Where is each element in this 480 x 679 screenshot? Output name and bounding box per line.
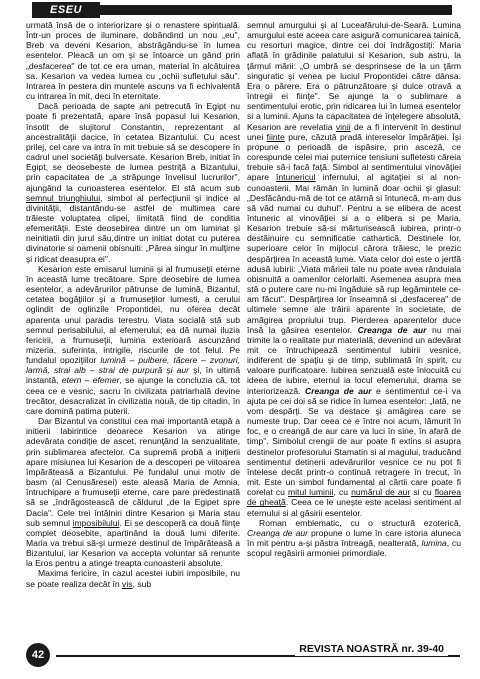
underlined-phrase: întunericul <box>275 172 316 183</box>
magazine-title: REVISTA NOASTRĂ nr. 39-40 <box>295 642 448 656</box>
section-label: ESEU <box>32 2 100 18</box>
right-column <box>247 20 461 638</box>
paragraph: Kesarion este emisarul luminii şi al frumuseţii eterne în această lume trecătoare. Spre deosebire de lumea esentelor, a adevărurilor pătrunse de lumină, Bizantul, cetatea bogăţiilor şi a frumuseţilor lumesti, a cerului oglindit de oglinzile Propontidei, nu oferea decât aparenta unui paradis terestru. Viata socială stă sub semnul perisabilului, al efemerului; ea dă numai iluzia fericirii, a frumuseţii, lumina exterioară ascunzând mizeria, suferinta, intrigile, riscurile de tot felul. Pe fundalul opoziţiilor lumină – pulbere, tăcere – zvonuri, larmă, strai alb – strai de purpură şi aur şi, în ultimă instantă, etern – efemer, se ajunge la concluzia că, tot ceea ce e vesnic, sacru în civilizata patriarhală devine trecător, desacralizat în civilizatia nouă, de tip citadin, în care domină patima puterii. <box>26 263 240 416</box>
paragraph: Maxima fericire, în cazul acestei iubiri imposibile, nu se poate realiza decât în vis, sub <box>26 568 240 589</box>
page-number: 42 <box>26 643 50 667</box>
left-column <box>26 20 240 638</box>
underlined-phrase: vis <box>122 578 133 589</box>
book-title: Creanga de aur <box>247 527 308 538</box>
italic-phrase: etern – efemer <box>61 375 120 386</box>
italic-phrase: lumina <box>421 537 447 548</box>
underlined-phrase: imposibilului <box>72 517 120 528</box>
underlined-phrase: semnul triunghiului <box>26 192 101 203</box>
paragraph: urmată însă de o interiorizare şi o renastere spirituală. Într-un proces de iluminare, dobândind un nou „eu", Breb va deveni Kesarion, abstrăgându-se în lumea esentelor. Pleacă un om şi se întoarce un gând prin „desfacerea" de tot ce era uman, material în alcătuirea sa. Kesarion va vedea lumea cu „ochii sufletului său". Intrarea în pestera din muntele ascuns va fi echivalentă cu intrarea în mit, deci în eternitate. <box>26 20 240 102</box>
underlined-phrase: fiinte <box>266 131 285 142</box>
italic-phrase: lumină – pulbere, tăcere – zvonuri, larmă, strai alb – strai de purpură şi aur <box>26 355 240 376</box>
book-title: Creanga de aur <box>304 385 372 396</box>
underlined-phrase: vinii <box>335 121 351 132</box>
book-title: Creanga de aur <box>357 324 427 335</box>
paragraph: Dacă perioada de sapte ani petrecută în Egipt nu poate fi prezentată, apare însă popasul lui Kesarion, însotit de slujitorul Constantin, reprezentant al ancestralităţii dacice, în cetatea Bizantului. Cu acest prilej, cel care va intra în mit trebuie să se descopere în cadrul unei societăţi bulversate. Kesarion Breb, initiat în Egipt, se deosebeste de lumea pestriţă a Bizantului, prin capacitatea de „a străpunge învelisul lucrurilor", ajungând la cunoasterea esentelor. El stă acum sub semnul triunghiului, simbol al perfecţiunii şi indice al divinităţii, distantându-se astfel de multimea care trăieste voluptatea clipei, limitată fiind de conditia efemerităţii. Este deosebirea dintre un om luminat şi neinitiatii din jurul său,dintre un initiat dotat cu puterea divinatorie si oamenii obisnuiti: „Părea singur în mulţime şi ridicat deasupra ei". <box>26 101 240 264</box>
underlined-phrase: floarea de gheaţă <box>247 487 461 508</box>
paragraph: semnul amurgului şi al Luceafărului-de-Seară. Lumina amurgului este aceea care asigură comunicarea tainică, cu resorturi magice, dintre cei doi îndrăgostiţi: Maria aflată în grădinile palatului si Kesarion, sub astru, la ţărmul mării: „O umbră se desprinsese de la un ţărm singuratic şi venea pe luciul Propontidei către dânsa. Era o părere. Era o pătrunzătoare şi dulce otravă a întregii ei fiinţe". Se ajunge la o sublimare a sentimentului erotic, prin ridicarea lui în lumea esentelor si a luminii. Ajuns la capacitatea de înţelegere absolută, Kesarion are revelatia vinii de a fi intervenit în destinul unei fiinte pure, căzută pradă intereselor împărăţiei. Îşi propune o perioadă de ispăsire, prin asceză, ce corespunde celei mai puternice tensiuni sufletesti căreia trebuie să-i facă faţă. Simbol al sentimentului vinovăţiei apare întunericul infernului, al agitaţiei si al non-cunoasterii. Mai rămân în lumină doar ochii şi glasul: „Desfăcându-mă de tot ce atârnă si întunecă, m-am dus să văd numai cu duhul". Pentru a se elibera de acest întuneric al vinovăţiei si a o elibera si pe Maria, Kesarion trebuie să-si mărturisească iubirea, printr-o destăinuire cu semnificatie cathartică. Destinele lor, superioare celor în mijlocul cărora trăiesc, le prezic despărţirea în această lume. Viata celor doi este o jertfă adusă iubirii: „Viata mărieii tale nu poate avea rânduiala obisnuită a oamenilor celorlalti. Asemenea asupra mea stă o putere care nu-mi îngăduie să rup legămintele ce-am făcut". Despărţirea lor înseamnă si „desfacerea" de ultimele semne ale trăirii aparente în societate, de amăgirea propriului trup. Pierderea aparentelor duce însă la găsirea esentelor. Creanga de aur nu mai trimite la o realitate pur materială, devenind un adevărat mit ce întruchipează sentimentul iubirii vesnice, indiferent de spaţiu şi de timp, sublimată în spirit, cu valoare purificatoare. Iubirea senzuală este înlocuită cu ideea de iubire, eternul ia locul efemerului, drama se interiorizează. Creanga de aur e sentimentul ce-i va ajuta pe cei doi să se ridice în lumea esentelor: „Iată, ne vom despărţi. Se va destace şi amăgirea care se numeste trup. Dar ceea ce e între noi acum, lămurit în foc, e o creangă de aur care va luci în sine, în afară de timp". Simbolul crengii de aur poate fi extins si asupra destinelor profesorului Stamatin si al magului, traducând sentimentul detinerii adevărurilor vesnice ce nu pot fi întelese decât printr-o continuă retragere în trecut, în mit. Este un simbol fundamental al cărtii care poate fi corelat cu mitul luminii, cu numărul de aur si cu floarea de gheaţă. Ceea ce le unește este acelasi sentiment al eternului si al găsirii esentelor. <box>247 20 461 518</box>
paragraph: Dar Bizantul va constitui cea mai importantă etapă a initierii labirintice deoarece Kesarion va atinge adevărata condiţie de ascet, renunţând la senzualitate, prin sublimarea afectelor. Ca supremă probă a iniţierii apare misiunea lui Kesarion de a descoperi pe viitoarea împărăteasă a Bizantului. Pe fundalul unui motiv de basm (al Cenusăresei) este aleasă Maria de Amnia, întruchipare a frumuseţii eterne, care pare predestinată să se „îndrăgostească de căldurul „de la Egipet spre Dacia". Cele trei întâlniri dintre Kesarion şi Maria stau sub semnul imposibilului. Ei se descoperă ca două fiinţe complet deosebite, apartinând la două lumi diferite. Maria va trebui să-şi urmeze destinul de împărăteasă a Bizantului, iar Kesarion va accepta voluntar să renunte la Eros pentru a atinge treapta cunoasterii absolute. <box>26 416 240 569</box>
paragraph: Roman emblematic, cu o structură ezoterică, Creanga de aur propune o lume în care istoria aluneca în mit pentru a-şi păstra întreagă, nealterată, lumina, cu scopul regăsirii armoniei primordiale. <box>247 517 461 559</box>
underlined-phrase: mitul luminii <box>287 487 334 498</box>
underlined-phrase: numărul de aur <box>351 487 411 498</box>
